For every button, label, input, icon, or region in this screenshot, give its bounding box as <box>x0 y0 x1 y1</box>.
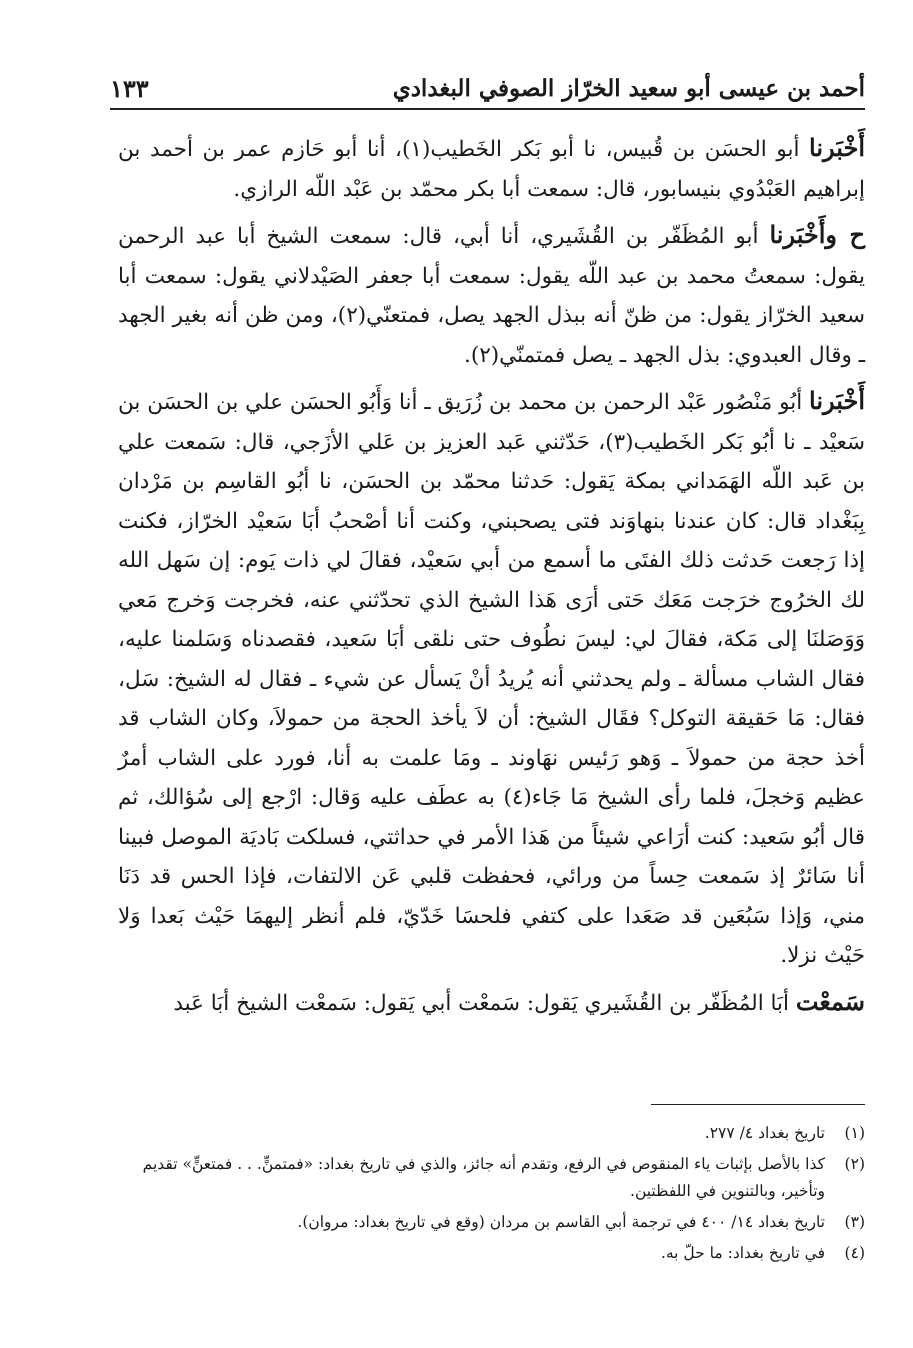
paragraph <box>118 128 865 209</box>
footnote <box>118 1151 865 1205</box>
paragraph-text: أبو الحسَن بن قُبيس، نا أبو بَكر الخَطيب(١)، أنا أبو حَازم عمر بن أحمد بن إبراهيم العَبْدُوي بنيسابور، قال: سمعت أبا بكر محمّد بن عَبْد اللّه الرازي. <box>118 137 865 202</box>
paragraph <box>118 215 865 375</box>
paragraph-lead-word: أَخْبَرنا <box>809 386 865 415</box>
paragraph <box>118 381 865 976</box>
footnote <box>118 1120 865 1147</box>
footnote-text: كذا بالأصل بإثبات ياء المنقوص في الرفع، وتقدم أنه جائز، والذي في تاريخ بغداد: «فمتمنٍّ. . . فمتعنٍّ» تقديم وتأخير، وبالتنوين في اللفظتين. <box>142 1155 825 1200</box>
footnotes <box>118 1120 865 1271</box>
footnote-number: (٤) <box>844 1244 865 1262</box>
footnote-text: في تاريخ بغداد: ما حلّ به. <box>660 1244 825 1262</box>
paragraph-text: أبُو مَنْصُور عَبْد الرحمن بن محمد بن زُرَيق ـ أنا وَأَبُو الحسَن علي بن الحسَن بن سَعيْد ـ نا أبُو بَكر الخَطيب(٣)، حَدّثني عَبد العزيز بن عَلي الأزَجي، قال: سَمعت علي بن عَبد اللّه الهَمَداني بمكة يَقول: حَدثنا محمّد بن الحسَن، نا أبُو القاسِم بن مَرْدان بِبَغْداد قال: كان عندنا بنهاوَند فتى يصحبني، وكنت أنا أصْحبُ أبَا سَعيْد الخرّاز، فكنت إذا رَجعت حَدثت ذلك الفتَى ما أسمع من أبي سَعيْد، فقالَ لي ذات يَوم: إن سَهل الله لك الخرُوج خرَجت مَعَك حَتى أرَى هَذا الشيخ الذي تحدّثني عنه، فخرجت وَخرج مَعي وَوَصَلنَا إلى مَكة، فقالَ لي: ليسَ نطُوف حتى نلقى أبَا سَعيد، فقصدناه وَسَلمنا عليه، فقال الشاب مسألة ـ ولم يحدثني أنه يُريدُ أنْ يَسأل عن شيء ـ فقال له الشيخ: سَل، فقال: مَا حَقيقة التوكل؟ فقَال الشيخ: أن لاَ يأخذ الحجة من حمولاَ، وكان الشاب قد أخذ حجة من حمولاَ ـ وَهو رَئيس نهَاوند ـ ومَا علمت به أنا، فورد على الشاب أمرٌ عظيم وَخجلَ، فلما رأى الشيخ مَا جَاء(٤) به عطَف عليه وَقال: ارْجع إلى سُؤالك، ثم قال أبُو سَعيد: كنت أرَاعي شيئاً من هَذا الأمر في حداثتي، فسلكت بَاديَة الموصل فبينا أنا سَائرٌ إذ سَمعت حِساً من ورائي، فحفظت قلبي عَن الالتفات، فإذا الحس قد دَنَا مني، وَإذا سَبُعَين قد صَعَدا على كتفي فلحسَا خَدّيّ، فلم أنظر إليهمَا حَيْث بَعدا وَلا حَيْث نزلا. <box>118 390 865 968</box>
paragraph-lead-word: ح وأَخْبَرنا <box>769 220 865 249</box>
header-title: أحمد بن عيسى أبو سعيد الخرّاز الصوفي البغدادي <box>392 74 865 102</box>
footnote-number: (١) <box>844 1124 865 1142</box>
paragraph-text: أبو المُظَفّر بن القُشَيري، أنا أبي، قال: سمعت الشيخ أبا عبد الرحمن يقول: سمعتُ محمد بن عبد اللّه يقول: سمعت أبا جعفر الصَيْدلاني يقول: سمعت أبا سعيد الخرّاز يقول: من ظنّ أنه ببذل الجهد يصل، فمتعنّي(٢)، ومن ظن أنه بغير الجهد ـ وقال العبدوي: بذل الجهد ـ يصل فمتمنّي(٢). <box>118 224 866 368</box>
paragraph-text: أبَا المُظَفّر بن القُشَيري يَقول: سَمعْت أبي يَقول: سَمعْت الشيخ أبَا عَبد <box>173 990 796 1016</box>
footnote <box>118 1240 865 1267</box>
footnote-text: تاريخ بغداد ٤/ ٢٧٧. <box>704 1124 825 1142</box>
main-text <box>118 128 865 1029</box>
paragraph <box>118 982 865 1024</box>
paragraph-lead-word: سَمعْت <box>795 986 865 1016</box>
footnote <box>118 1209 865 1236</box>
footnote-divider <box>651 1104 865 1105</box>
page-number: ١٣٣ <box>110 73 149 103</box>
running-header <box>110 68 865 110</box>
paragraph-lead-word: أَخْبَرنا <box>809 133 865 162</box>
footnote-number: (٢) <box>844 1155 865 1173</box>
footnote-number: (٣) <box>844 1213 865 1231</box>
footnote-text: تاريخ بغداد ١٤/ ٤٠٠ في ترجمة أبي القاسم بن مردان (وقع في تاريخ بغداد: مروان). <box>297 1213 825 1231</box>
